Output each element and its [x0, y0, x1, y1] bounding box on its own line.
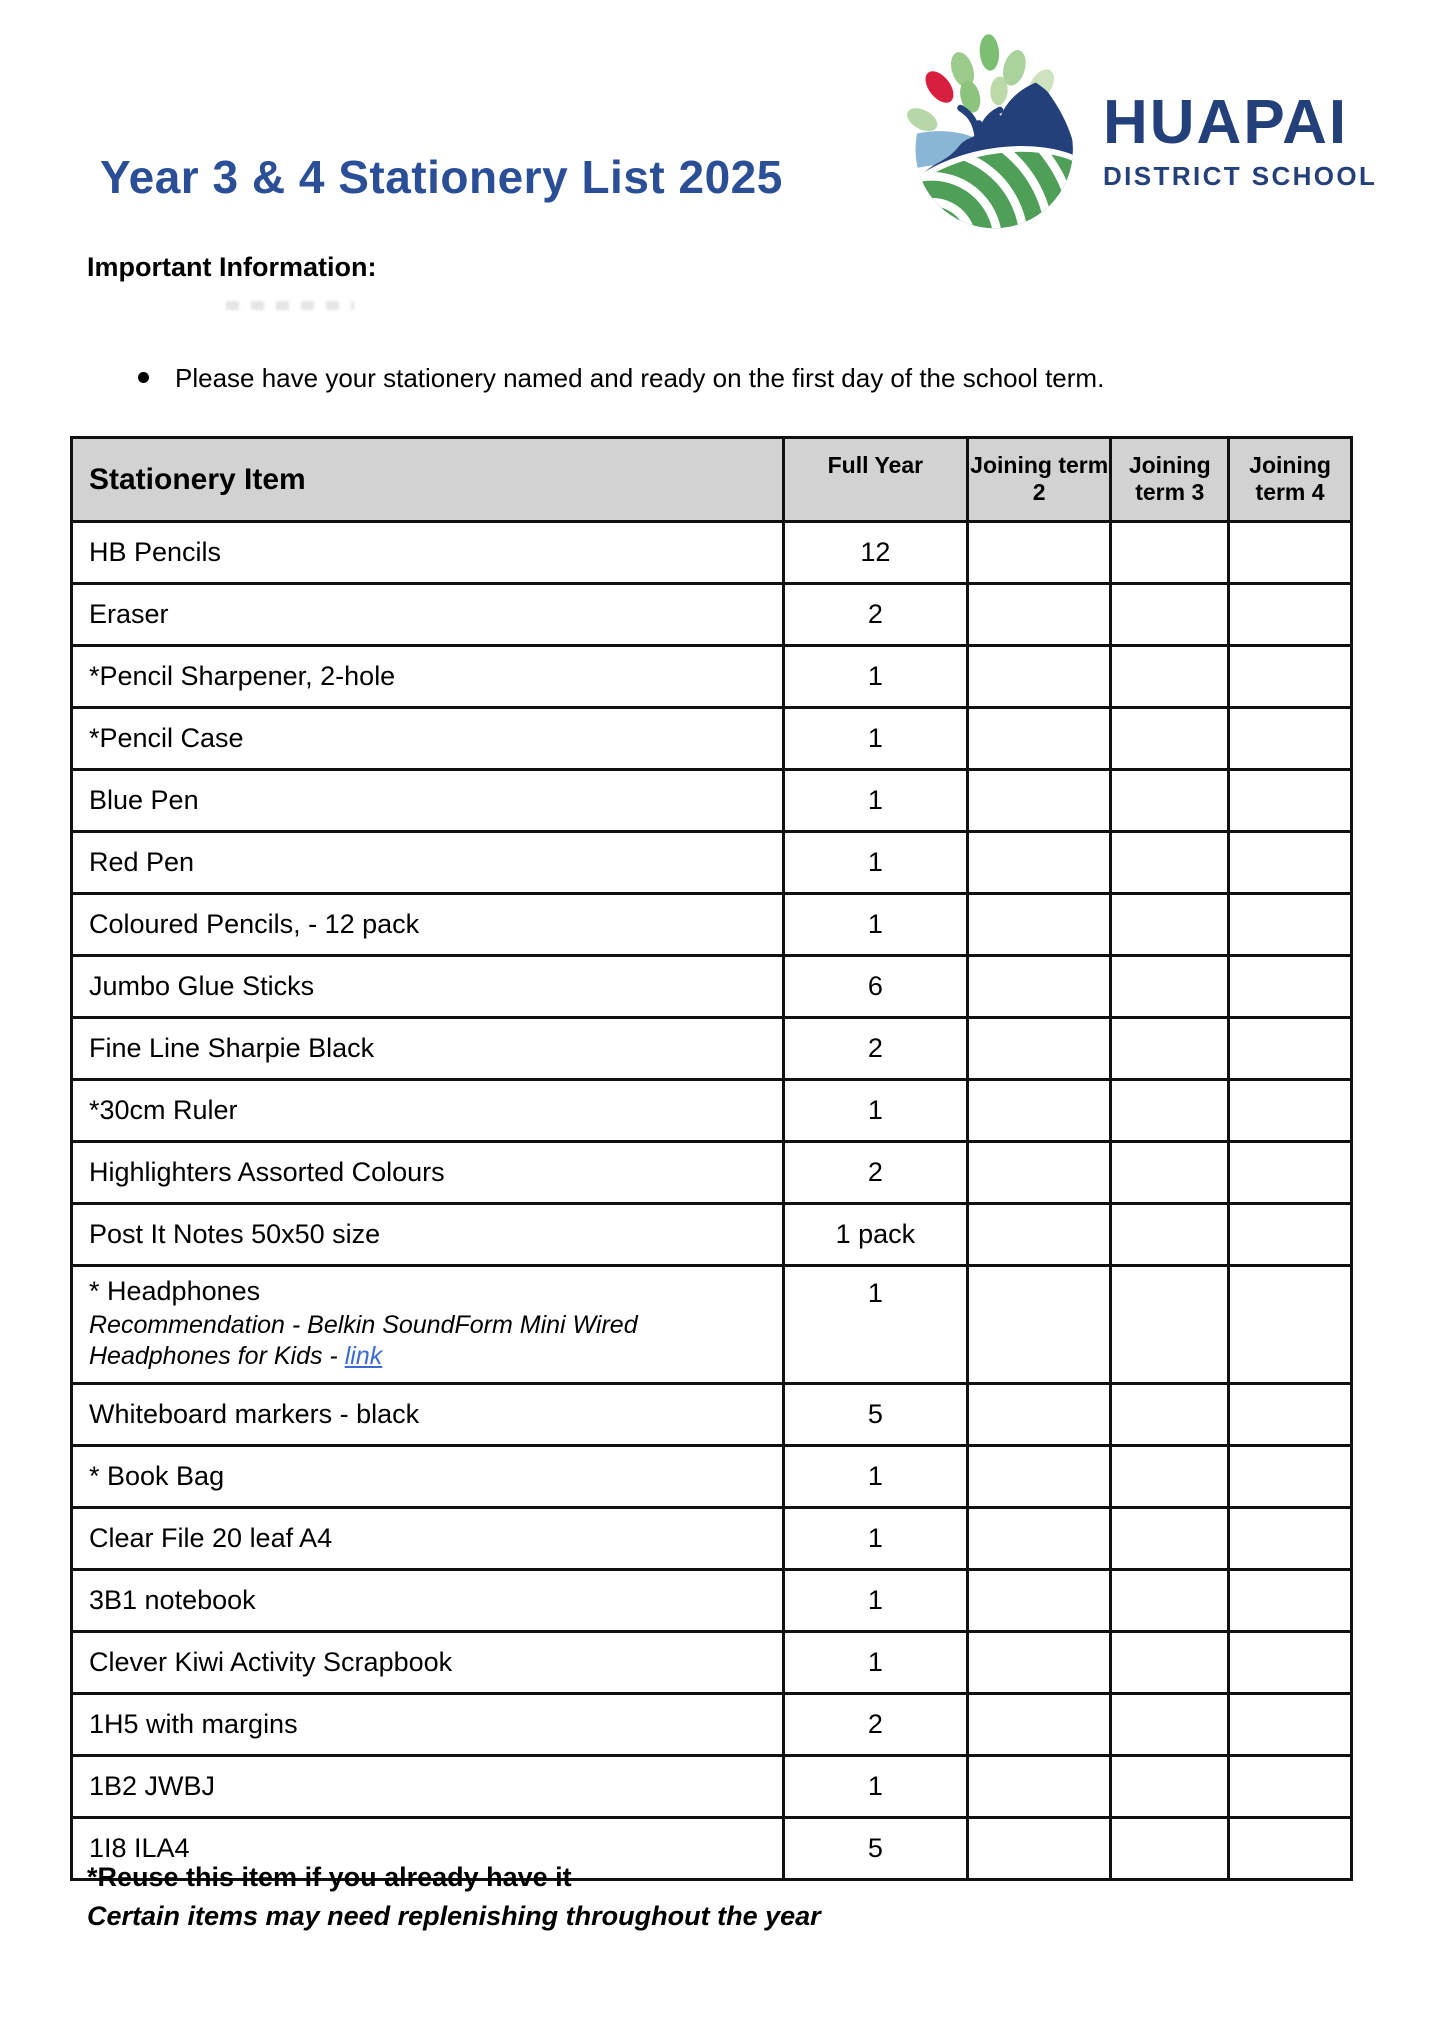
table-row: [72, 1142, 1352, 1204]
school-logo-icon: [903, 34, 1095, 236]
term2-cell: [968, 1756, 1111, 1818]
term2-cell: [968, 1570, 1111, 1632]
full-year-cell: 1: [783, 832, 967, 894]
table-row: [72, 1508, 1352, 1570]
item-label: Jumbo Glue Sticks: [89, 971, 315, 1001]
info-bullet-item: [138, 362, 1104, 395]
term2-cell: [968, 584, 1111, 646]
term4-cell: [1229, 770, 1352, 832]
term3-cell: [1111, 1818, 1229, 1880]
term2-cell: [968, 646, 1111, 708]
term2-cell: [968, 832, 1111, 894]
term4-cell: [1229, 1384, 1352, 1446]
table-row: [72, 1756, 1352, 1818]
item-label: *30cm Ruler: [89, 1095, 238, 1125]
full-year-cell: 1: [783, 1632, 967, 1694]
term2-cell: [968, 1508, 1111, 1570]
table-row: [72, 1266, 1352, 1384]
term4-cell: [1229, 522, 1352, 584]
table-row: [72, 1018, 1352, 1080]
item-cell: [72, 1080, 784, 1142]
full-year-cell: 1: [783, 1446, 967, 1508]
term3-cell: [1111, 1204, 1229, 1266]
term2-cell: [968, 1018, 1111, 1080]
full-year-cell: 2: [783, 584, 967, 646]
table-row: [72, 894, 1352, 956]
term4-cell: [1229, 832, 1352, 894]
item-cell: [72, 1756, 784, 1818]
term3-cell: [1111, 1266, 1229, 1384]
footnote-reuse: *Reuse this item if you already have it: [87, 1862, 572, 1892]
important-information-heading: Important Information:: [87, 252, 377, 282]
table-row: [72, 832, 1352, 894]
item-label: Clear File 20 leaf A4: [89, 1523, 333, 1553]
faded-text-artifact: [226, 301, 354, 310]
term3-cell: [1111, 708, 1229, 770]
item-label: Clever Kiwi Activity Scrapbook: [89, 1647, 453, 1677]
item-cell: [72, 1632, 784, 1694]
term3-cell: [1111, 832, 1229, 894]
term4-cell: [1229, 1204, 1352, 1266]
term3-cell: [1111, 1694, 1229, 1756]
item-label: Highlighters Assorted Colours: [89, 1157, 445, 1187]
full-year-cell: 2: [783, 1018, 967, 1080]
term3-cell: [1111, 956, 1229, 1018]
item-cell: [72, 1694, 784, 1756]
item-cell: [72, 1018, 784, 1080]
term4-cell: [1229, 894, 1352, 956]
table-row: [72, 522, 1352, 584]
full-year-cell: 5: [783, 1818, 967, 1880]
term4-cell: [1229, 1142, 1352, 1204]
term3-cell: [1111, 1508, 1229, 1570]
term2-cell: [968, 1818, 1111, 1880]
logo-svg: [903, 34, 1095, 236]
item-label: HB Pencils: [89, 537, 222, 567]
table-header-row: [72, 438, 1352, 522]
item-label: Post It Notes 50x50 size: [89, 1219, 381, 1249]
column-header-joining-term-3: Joining term 3: [1111, 438, 1229, 522]
term2-cell: [968, 1632, 1111, 1694]
headphones-link[interactable]: link: [344, 1342, 383, 1370]
full-year-cell: 1: [783, 1080, 967, 1142]
term3-cell: [1111, 1632, 1229, 1694]
table-row: [72, 708, 1352, 770]
item-cell: [72, 1266, 784, 1384]
item-cell: [72, 646, 784, 708]
table-row: [72, 956, 1352, 1018]
term4-cell: [1229, 1080, 1352, 1142]
term3-cell: [1111, 770, 1229, 832]
item-cell: [72, 1142, 784, 1204]
term2-cell: [968, 1446, 1111, 1508]
column-header-stationery-item: Stationery Item: [72, 438, 784, 522]
term4-cell: [1229, 1756, 1352, 1818]
term4-cell: [1229, 1446, 1352, 1508]
term4-cell: [1229, 1266, 1352, 1384]
term4-cell: [1229, 584, 1352, 646]
term2-cell: [968, 956, 1111, 1018]
item-label: 3B1 notebook: [89, 1585, 256, 1615]
full-year-cell: 12: [783, 522, 967, 584]
term4-cell: [1229, 1508, 1352, 1570]
table-row: [72, 646, 1352, 708]
full-year-cell: 1: [783, 1266, 967, 1384]
full-year-cell: 1 pack: [783, 1204, 967, 1266]
term2-cell: [968, 1384, 1111, 1446]
full-year-cell: 1: [783, 708, 967, 770]
term4-cell: [1229, 1018, 1352, 1080]
term4-cell: [1229, 956, 1352, 1018]
term3-cell: [1111, 1756, 1229, 1818]
full-year-cell: 6: [783, 956, 967, 1018]
school-logo-text: [1103, 90, 1377, 192]
full-year-cell: 2: [783, 1694, 967, 1756]
item-cell: [72, 708, 784, 770]
table-row: [72, 1384, 1352, 1446]
item-cell: [72, 1508, 784, 1570]
item-label: Coloured Pencils, - 12 pack: [89, 909, 420, 939]
item-label: 1B2 JWBJ: [89, 1771, 216, 1801]
term4-cell: [1229, 1632, 1352, 1694]
full-year-cell: 2: [783, 1142, 967, 1204]
stationery-table: [70, 436, 1353, 1881]
table-row: [72, 1204, 1352, 1266]
item-label: *Pencil Sharpener, 2-hole: [89, 661, 396, 691]
full-year-cell: 1: [783, 770, 967, 832]
item-cell: [72, 1384, 784, 1446]
item-label: Red Pen: [89, 847, 195, 877]
item-note-line2-text: Headphones for Kids -: [89, 1342, 338, 1370]
table-row: [72, 770, 1352, 832]
table-row: [72, 1570, 1352, 1632]
term3-cell: [1111, 584, 1229, 646]
item-label: * Headphones: [89, 1276, 261, 1306]
item-label: Whiteboard markers - black: [89, 1399, 420, 1429]
item-label: * Book Bag: [89, 1461, 225, 1491]
item-cell: [72, 522, 784, 584]
term2-cell: [968, 1142, 1111, 1204]
term3-cell: [1111, 1142, 1229, 1204]
item-cell: [72, 1204, 784, 1266]
term2-cell: [968, 894, 1111, 956]
bullet-dot: [138, 372, 149, 383]
item-label: 1H5 with margins: [89, 1709, 298, 1739]
term4-cell: [1229, 1818, 1352, 1880]
item-cell: [72, 770, 784, 832]
full-year-cell: 5: [783, 1384, 967, 1446]
item-cell: [72, 894, 784, 956]
item-cell: [72, 584, 784, 646]
full-year-cell: 1: [783, 1570, 967, 1632]
term2-cell: [968, 522, 1111, 584]
item-note: [89, 1310, 781, 1372]
term3-cell: [1111, 1570, 1229, 1632]
full-year-cell: 1: [783, 894, 967, 956]
column-header-joining-term-2: Joining term 2: [968, 438, 1111, 522]
item-cell: [72, 1570, 784, 1632]
full-year-cell: 1: [783, 1508, 967, 1570]
page-title: Year 3 & 4 Stationery List 2025: [100, 151, 783, 203]
term2-cell: [968, 1204, 1111, 1266]
table-row: [72, 584, 1352, 646]
term3-cell: [1111, 894, 1229, 956]
term3-cell: [1111, 522, 1229, 584]
term3-cell: [1111, 1446, 1229, 1508]
table-row: [72, 1632, 1352, 1694]
term3-cell: [1111, 1384, 1229, 1446]
item-label: 1I8 ILA4: [89, 1833, 190, 1863]
term4-cell: [1229, 1694, 1352, 1756]
term2-cell: [968, 770, 1111, 832]
item-label: Blue Pen: [89, 785, 199, 815]
full-year-cell: 1: [783, 1756, 967, 1818]
term4-cell: [1229, 708, 1352, 770]
item-cell: [72, 832, 784, 894]
item-label: Eraser: [89, 599, 169, 629]
term2-cell: [968, 1694, 1111, 1756]
table-row: [72, 1080, 1352, 1142]
school-name: HUAPAI: [1103, 88, 1349, 157]
item-cell: [72, 956, 784, 1018]
item-cell: [72, 1446, 784, 1508]
term2-cell: [968, 708, 1111, 770]
item-note-line1: Recommendation - Belkin SoundForm Mini Wired: [89, 1311, 638, 1339]
table-row: [72, 1694, 1352, 1756]
info-bullet-text: Please have your stationery named and ready on the first day of the school term.: [175, 363, 1105, 393]
term2-cell: [968, 1080, 1111, 1142]
column-header-full-year: Full Year: [783, 438, 967, 522]
term4-cell: [1229, 646, 1352, 708]
item-label: *Pencil Case: [89, 723, 244, 753]
column-header-joining-term-4: Joining term 4: [1229, 438, 1352, 522]
footnote-replenish: Certain items may need replenishing throughout the year: [87, 1901, 821, 1931]
school-subtitle: DISTRICT SCHOOL: [1103, 161, 1378, 191]
item-label: Fine Line Sharpie Black: [89, 1033, 375, 1063]
term3-cell: [1111, 646, 1229, 708]
full-year-cell: 1: [783, 646, 967, 708]
term3-cell: [1111, 1018, 1229, 1080]
item-note-line2: [89, 1341, 781, 1372]
term2-cell: [968, 1266, 1111, 1384]
term4-cell: [1229, 1570, 1352, 1632]
stationery-table-body: [72, 522, 1352, 1880]
table-row: [72, 1446, 1352, 1508]
term3-cell: [1111, 1080, 1229, 1142]
